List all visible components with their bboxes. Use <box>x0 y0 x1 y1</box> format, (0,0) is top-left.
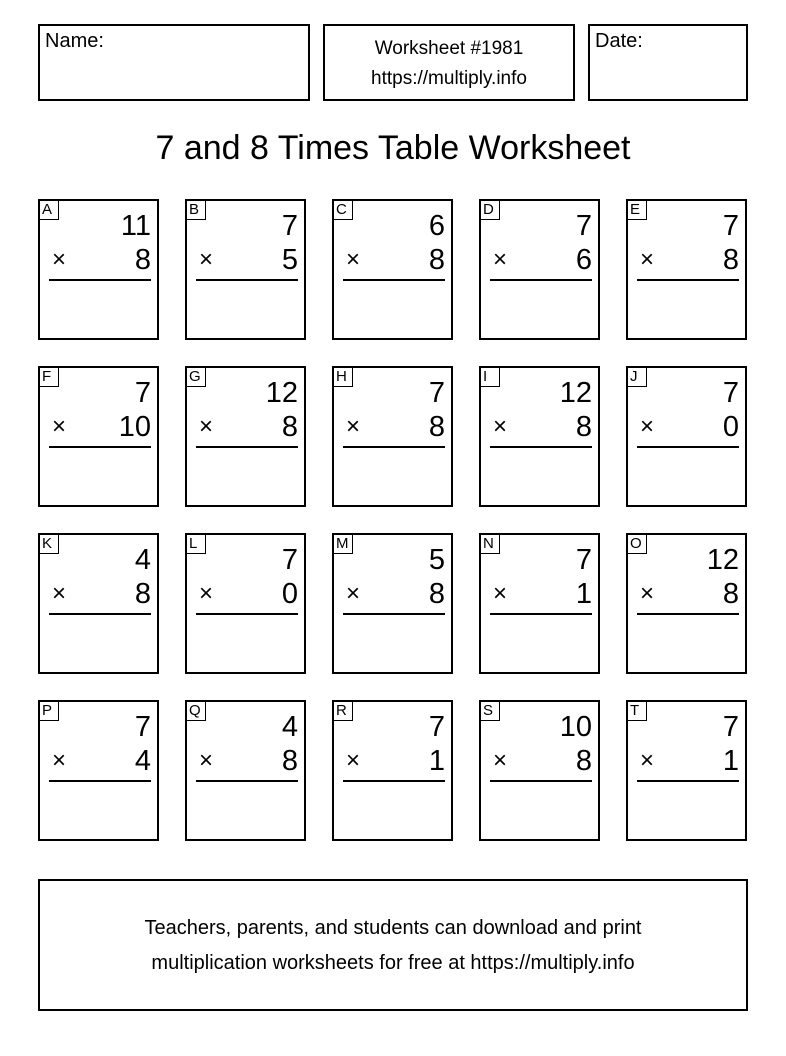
name-field-box[interactable] <box>38 24 310 101</box>
multiplier: 1 <box>722 745 739 777</box>
multiplicand: 5 <box>428 544 445 576</box>
multiplicand: 7 <box>428 711 445 743</box>
multiplier: 1 <box>428 745 445 777</box>
multiplier: 4 <box>134 745 151 777</box>
problem-card <box>185 533 306 674</box>
problem-letter: F <box>40 368 59 387</box>
problem-card <box>626 533 747 674</box>
footer-line-1: Teachers, parents, and students can download and print <box>144 917 642 939</box>
answer-line <box>196 780 298 782</box>
multiplier: 8 <box>134 244 151 276</box>
answer-line <box>196 613 298 615</box>
multiplicand: 7 <box>722 377 739 409</box>
problem-letter: G <box>187 368 206 387</box>
multiply-sign: × <box>640 413 655 440</box>
problem-card <box>479 700 600 841</box>
problem-letter: J <box>628 368 647 387</box>
multiply-sign: × <box>346 747 361 774</box>
multiplicand: 6 <box>428 210 445 242</box>
problem-card <box>38 533 159 674</box>
problem-card <box>626 366 747 507</box>
multiplicand: 7 <box>134 377 151 409</box>
answer-line <box>490 780 592 782</box>
multiplier: 6 <box>575 244 592 276</box>
multiplicand: 4 <box>134 544 151 576</box>
answer-line <box>637 780 739 782</box>
problem-letter: N <box>481 535 500 554</box>
multiplier: 8 <box>575 745 592 777</box>
problem-letter: S <box>481 702 500 721</box>
answer-line <box>49 446 151 448</box>
problem-letter: I <box>481 368 500 387</box>
multiplier: 10 <box>118 411 151 443</box>
worksheet-info-box <box>323 24 575 101</box>
problem-letter: L <box>187 535 206 554</box>
multiplier: 8 <box>428 578 445 610</box>
multiplicand: 12 <box>706 544 739 576</box>
multiply-sign: × <box>199 747 214 774</box>
problem-card <box>185 366 306 507</box>
problem-card <box>185 199 306 340</box>
answer-line <box>196 279 298 281</box>
footer-box <box>38 879 748 1011</box>
multiply-sign: × <box>640 580 655 607</box>
problem-card <box>479 199 600 340</box>
multiply-sign: × <box>52 246 67 273</box>
problem-letter: K <box>40 535 59 554</box>
answer-line <box>343 279 445 281</box>
multiply-sign: × <box>493 246 508 273</box>
multiplicand: 7 <box>428 377 445 409</box>
multiplicand: 7 <box>722 711 739 743</box>
date-label: Date: <box>595 30 643 52</box>
problem-letter: D <box>481 201 500 220</box>
multiply-sign: × <box>52 747 67 774</box>
problem-letter: T <box>628 702 647 721</box>
problem-letter: H <box>334 368 353 387</box>
multiplicand: 12 <box>559 377 592 409</box>
answer-line <box>49 613 151 615</box>
multiply-sign: × <box>199 413 214 440</box>
multiplier: 1 <box>575 578 592 610</box>
problem-letter: A <box>40 201 59 220</box>
problem-letter: M <box>334 535 353 554</box>
problem-card <box>332 700 453 841</box>
multiplicand: 7 <box>722 210 739 242</box>
problem-card <box>626 700 747 841</box>
answer-line <box>490 279 592 281</box>
multiplicand: 7 <box>134 711 151 743</box>
multiply-sign: × <box>493 580 508 607</box>
problem-card <box>38 700 159 841</box>
multiply-sign: × <box>346 246 361 273</box>
problem-card <box>185 700 306 841</box>
answer-line <box>637 613 739 615</box>
answer-line <box>637 446 739 448</box>
date-field-box[interactable] <box>588 24 748 101</box>
problem-card <box>626 199 747 340</box>
multiply-sign: × <box>640 747 655 774</box>
multiplier: 8 <box>722 244 739 276</box>
multiplicand: 4 <box>281 711 298 743</box>
problem-card <box>479 533 600 674</box>
problem-card <box>479 366 600 507</box>
worksheet-id: Worksheet #1981 <box>374 38 524 59</box>
answer-line <box>343 446 445 448</box>
answer-line <box>343 780 445 782</box>
multiply-sign: × <box>493 413 508 440</box>
multiplicand: 11 <box>120 210 151 242</box>
multiply-sign: × <box>640 246 655 273</box>
multiplier: 8 <box>281 411 298 443</box>
multiply-sign: × <box>493 747 508 774</box>
multiplier: 0 <box>722 411 739 443</box>
multiplicand: 12 <box>265 377 298 409</box>
multiply-sign: × <box>346 580 361 607</box>
site-url: https://multiply.info <box>371 68 527 89</box>
answer-line <box>49 780 151 782</box>
multiply-sign: × <box>199 246 214 273</box>
problem-card <box>38 366 159 507</box>
multiplier: 8 <box>575 411 592 443</box>
footer-line-2: multiplication worksheets for free at https://multiply.info <box>151 952 635 974</box>
multiplier: 5 <box>281 244 298 276</box>
problem-letter: Q <box>187 702 206 721</box>
problem-letter: E <box>628 201 647 220</box>
answer-line <box>490 446 592 448</box>
multiplicand: 10 <box>559 711 592 743</box>
multiplicand: 7 <box>575 210 592 242</box>
answer-line <box>343 613 445 615</box>
problem-card <box>332 366 453 507</box>
multiplier: 8 <box>722 578 739 610</box>
problem-card <box>332 199 453 340</box>
answer-line <box>49 279 151 281</box>
multiplicand: 7 <box>281 210 298 242</box>
multiply-sign: × <box>52 413 67 440</box>
multiplier: 8 <box>428 411 445 443</box>
problem-card <box>38 199 159 340</box>
multiply-sign: × <box>52 580 67 607</box>
answer-line <box>490 613 592 615</box>
multiplier: 8 <box>281 745 298 777</box>
multiplier: 8 <box>428 244 445 276</box>
problem-card <box>332 533 453 674</box>
problem-letter: P <box>40 702 59 721</box>
multiplicand: 7 <box>281 544 298 576</box>
multiply-sign: × <box>199 580 214 607</box>
problem-letter: O <box>628 535 647 554</box>
problem-letter: B <box>187 201 206 220</box>
page-title: 7 and 8 Times Table Worksheet <box>155 129 631 167</box>
answer-line <box>196 446 298 448</box>
multiplicand: 7 <box>575 544 592 576</box>
multiply-sign: × <box>346 413 361 440</box>
answer-line <box>637 279 739 281</box>
multiplier: 8 <box>134 578 151 610</box>
problem-letter: R <box>334 702 353 721</box>
multiplier: 0 <box>281 578 298 610</box>
name-label: Name: <box>45 30 104 52</box>
problem-letter: C <box>334 201 353 220</box>
